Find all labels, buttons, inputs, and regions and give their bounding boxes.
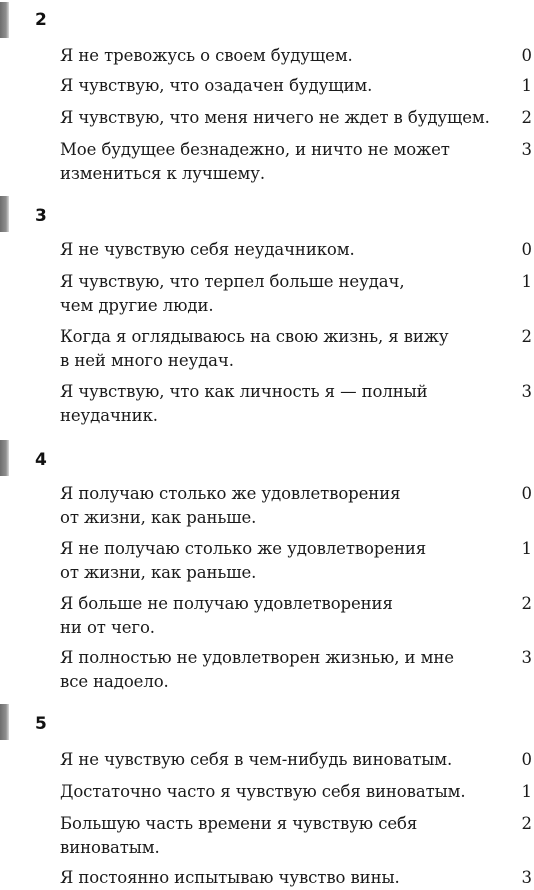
answer-score: 3: [521, 868, 532, 887]
answer-text: Я чувствую, что терпел больше неудач, чем другие люди.: [60, 272, 405, 315]
answer-text: Когда я оглядываюсь на свою жизнь, я вижу в ней много неудач.: [60, 327, 449, 370]
answer-option: [60, 537, 534, 585]
section-marker-bar: [0, 704, 9, 740]
answer-score: 3: [521, 140, 532, 159]
answer-text: Я чувствую, что озадачен будущим.: [60, 76, 373, 95]
answer-option: [60, 74, 534, 98]
answer-score: 0: [521, 750, 532, 769]
answer-option: [60, 780, 534, 804]
answer-score: 3: [521, 648, 532, 667]
answer-score: 1: [521, 76, 532, 95]
answer-score: 0: [521, 46, 532, 65]
answer-text: Мое будущее безнадежно, и ничто не может измениться к лучшему.: [60, 140, 450, 183]
answer-option: [60, 138, 534, 186]
answer-option: [60, 106, 534, 130]
section-number: 4: [35, 450, 47, 470]
answer-text: Я получаю столько же удовлетворения от жизни, как раньше.: [60, 484, 401, 527]
answer-option: [60, 866, 534, 890]
answer-text: Я чувствую, что меня ничего не ждет в будущем.: [60, 108, 490, 127]
answer-text: Большую часть времени я чувствую себя виноватым.: [60, 814, 418, 857]
answer-text: Я чувствую, что как личность я — полный неудачник.: [60, 382, 428, 425]
answer-text: Я не тревожусь о своем будущем.: [60, 46, 353, 65]
answer-text: Я не получаю столько же удовлетворения от жизни, как раньше.: [60, 539, 427, 582]
section-marker-bar: [0, 196, 9, 232]
section-marker-bar: [0, 2, 9, 38]
answer-score: 1: [521, 539, 532, 558]
answer-score: 0: [521, 484, 532, 503]
answer-text: Я полностью не удовлетворен жизнью, и мне все надоело.: [60, 648, 454, 691]
answer-option: [60, 380, 534, 428]
answer-option: [60, 592, 534, 640]
answer-score: 3: [521, 382, 532, 401]
answer-option: [60, 482, 534, 530]
answer-score: 2: [521, 108, 532, 127]
answer-text: Я не чувствую себя в чем-нибудь виноватым.: [60, 750, 453, 769]
answer-score: 1: [521, 782, 532, 801]
answer-option: [60, 325, 534, 373]
answer-score: 2: [521, 814, 532, 833]
answer-option: [60, 238, 534, 262]
answer-option: [60, 748, 534, 772]
answer-option: [60, 270, 534, 318]
answer-option: [60, 812, 534, 860]
answer-score: 2: [521, 327, 532, 346]
section-number: 2: [35, 10, 47, 30]
section-number: 5: [35, 714, 47, 734]
answer-text: Я не чувствую себя неудачником.: [60, 240, 355, 259]
answer-text: Достаточно часто я чувствую себя виноватым.: [60, 782, 466, 801]
section-marker-bar: [0, 440, 9, 476]
answer-text: Я больше не получаю удовлетворения ни от чего.: [60, 594, 393, 637]
answer-score: 1: [521, 272, 532, 291]
answer-score: 0: [521, 240, 532, 259]
answer-option: [60, 646, 534, 694]
answer-option: [60, 44, 534, 68]
answer-text: Я постоянно испытываю чувство вины.: [60, 868, 400, 887]
section-number: 3: [35, 206, 47, 226]
answer-score: 2: [521, 594, 532, 613]
